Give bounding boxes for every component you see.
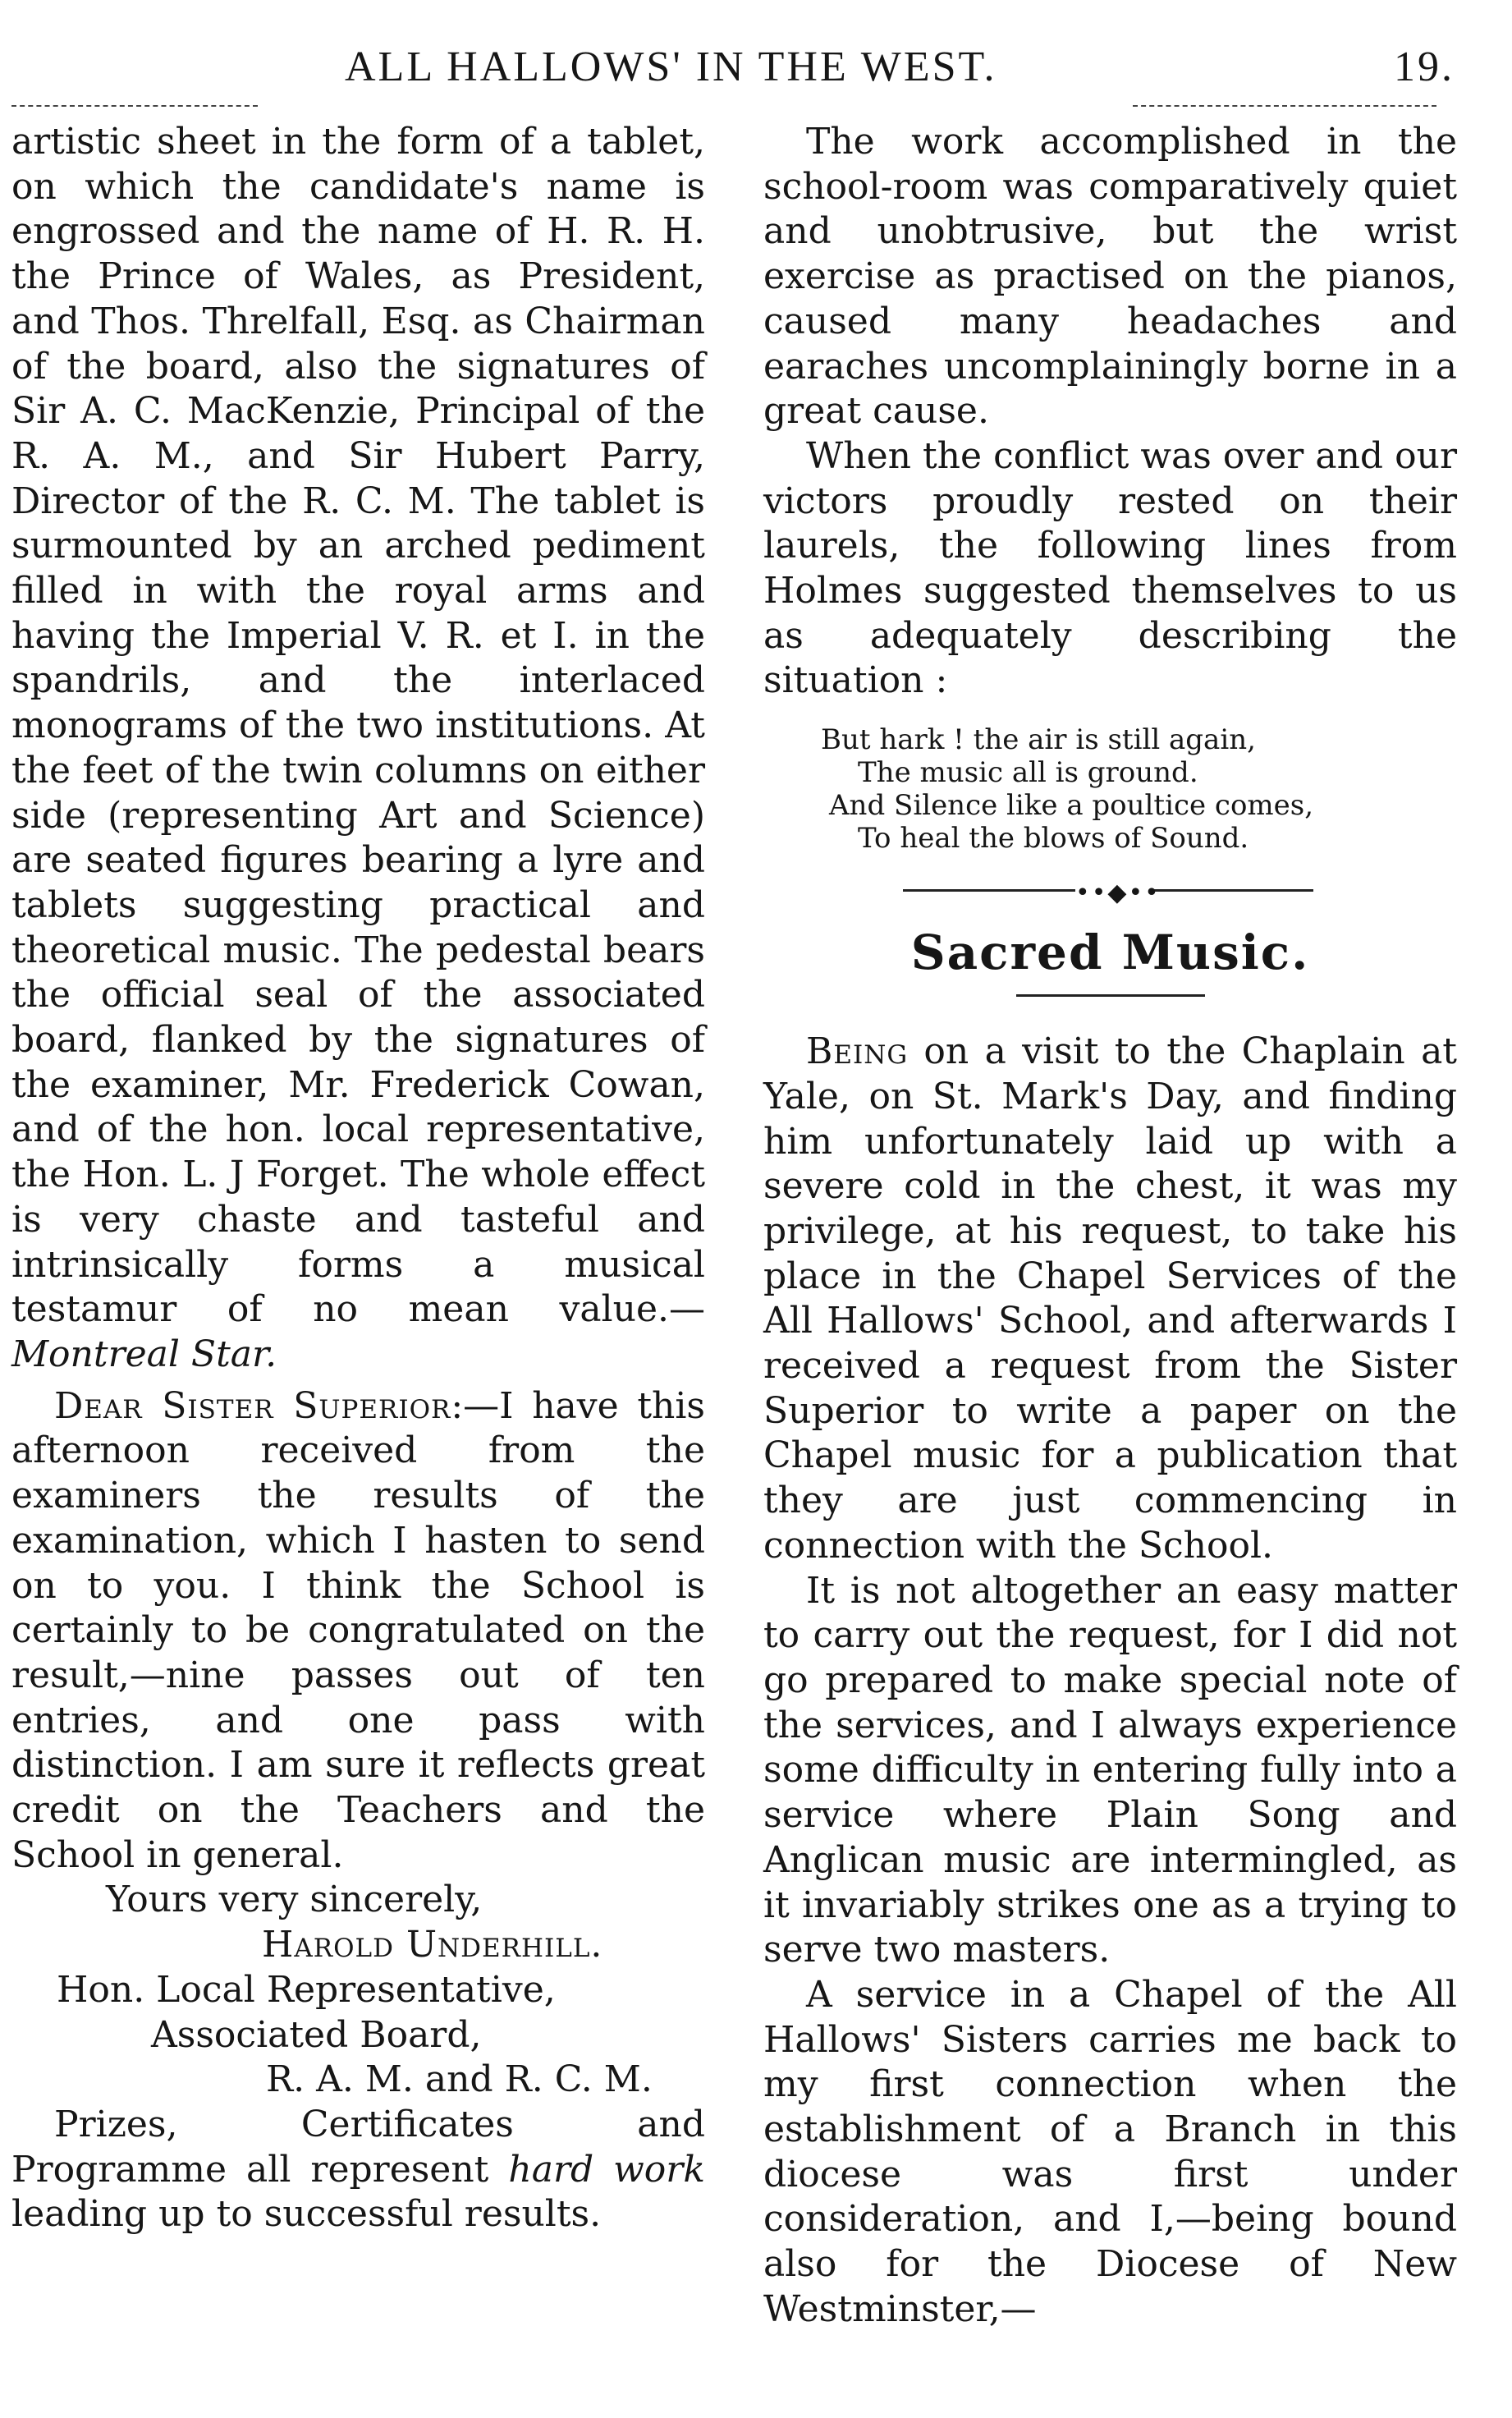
letter-paragraph <box>11 1384 705 1879</box>
visit-text: on a visit to the Chaplain at Yale, on St. Mark's Day, and finding him unfortunately laid up with a severe cold in the chest, it was my privilege, at his request, to take his place in the Chapel Services of the All Hallows' School, and afterwards I received a request from the Sister Superior to write a paper on the Chapel music for a publication that they are just commencing in connection with the School. <box>763 1030 1457 1567</box>
prizes-emphasis: hard work <box>508 2148 705 2191</box>
holmes-poem <box>763 723 1457 855</box>
left-column <box>11 120 705 2237</box>
school-room-paragraph: The work accomplished in the school-room was comparatively quiet and unobtrusive, but the wrist exercise as practised on the pianos, caused many headaches and earaches uncomplainingly borne in a great cause. <box>763 121 1457 433</box>
conflict-paragraph: When the conflict was over and our victors proudly rested on their laurels, the following lines from Holmes suggested themselves to us as adequately describing the situation : <box>763 434 1457 702</box>
page-number: 19. <box>1394 44 1455 90</box>
divider-ornament: ••◆•• <box>1075 871 1149 916</box>
letter-signoff <box>11 1878 705 2103</box>
prizes-text-end: leading up to successful results. <box>11 2193 602 2236</box>
source-citation: Montreal Star. <box>11 1333 277 1375</box>
poem-line: But hark ! the air is still again, <box>821 723 1256 757</box>
letter-signature: Harold Underhill. <box>262 1924 603 1966</box>
prizes-text-start: Prizes, Certificates and Programme all represent <box>11 2103 705 2191</box>
heading-underline <box>1016 994 1205 997</box>
poem-line: To heal the blows of Sound. <box>858 822 1249 856</box>
prizes-paragraph <box>11 2103 705 2237</box>
tablet-description-text: artistic sheet in the form of a tablet, on which the candidate's name is engrossed and the name of H. R. H. the Prince of Wales, as President, and Thos. Threlfall, Esq. as Chairman of the board, also the signatures of Sir A. C. MacKenzie, Principal of the R. A. M., and Sir Hubert Parry, Director of the R. C. M. The tablet is surmounted by an arched pediment filled in with the royal arms and having the Imperial V. R. et I. in the spandrils, and the interlaced monograms of the two institutions. At the feet of the twin columns on either side (representing Art and Science) are seated figures bearing a lyre and tablets suggesting practical and theoretical music. The pedestal bears the official seal of the associated board, flanked by the signatures of the examiner, Mr. Frederick Cowan, and of the hon. local representative, the Hon. L. J Forget. The whole effect is very chaste and tasteful and intrinsically forms a musical testamur of no mean value.— <box>11 121 705 1331</box>
top-rule-left <box>11 105 258 107</box>
signer-title-line-1: Hon. Local Representative, <box>57 1968 556 2011</box>
letter-salutation: Dear Sister Superior <box>54 1384 451 1427</box>
section-divider <box>763 878 1457 908</box>
running-header <box>0 43 1512 100</box>
right-column <box>763 120 1457 2333</box>
top-rule-right <box>1133 105 1436 107</box>
poem-line: The music all is ground. <box>858 756 1198 790</box>
running-title: ALL HALLOWS' IN THE WEST. <box>345 44 997 90</box>
poem-line: And Silence like a poultice comes, <box>829 789 1314 823</box>
letter-body: :—I have this afternoon received from the examiners the results of the examination, which I hasten to send on to you. I think the School is certainly to be congratulated on the result,—nine passes out of ten entries, and one pass with distinction. I am sure it reflects great credit on the Teachers and the School in general. <box>11 1384 705 1876</box>
letter-closing: Yours very sincerely, <box>106 1879 483 1921</box>
signer-title-line-2: Associated Board, <box>151 2013 482 2056</box>
section-heading: Sacred Music. <box>910 925 1310 981</box>
chapel-service-paragraph: A service in a Chapel of the All Hallows' Sisters carries me back to my first connection when the establishment of a Branch in this diocese was first under consideration, and I,—being bound also for the Diocese of New Westminster,— <box>763 1973 1457 2330</box>
signer-title-line-3: R. A. M. and R. C. M. <box>266 2058 653 2101</box>
visit-paragraph <box>763 1030 1457 1568</box>
tablet-description-paragraph <box>11 120 705 1378</box>
visit-lead-word: Being <box>806 1030 909 1073</box>
request-paragraph: It is not altogether an easy matter to carry out the request, for I did not go prepared to make special note of the services, and I always experience some difficulty in entering fully into a service where Plain Song and Anglican music are intermingled, as it invariably strikes one as a trying to serve two masters. <box>763 1569 1457 1971</box>
